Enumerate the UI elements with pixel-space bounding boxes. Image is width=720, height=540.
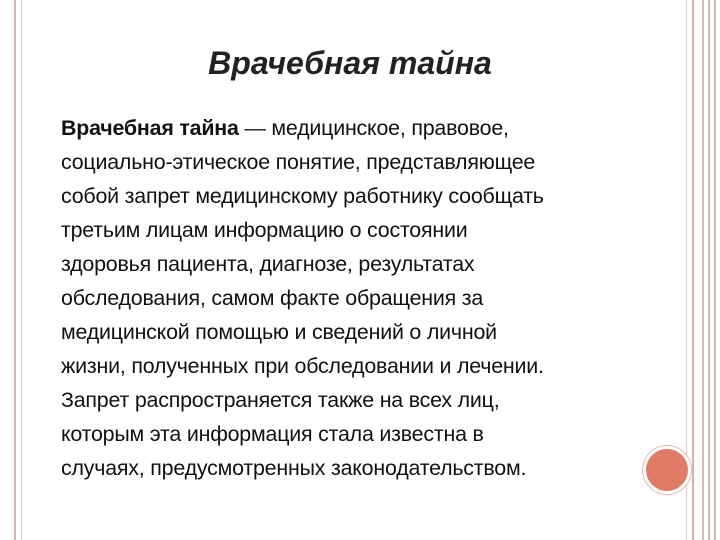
- stripe: [714, 0, 716, 540]
- body-line: медицинской помощью и сведений о личной: [61, 320, 497, 344]
- body-line: случаях, предусмотренных законодательством.: [61, 456, 527, 480]
- slide-body-text: [61, 111, 661, 485]
- body-line: Запрет распространяется также на всех лиц,: [61, 388, 500, 412]
- body-line: собой запрет медицинскому работнику сообщать: [61, 184, 544, 208]
- body-line: жизни, полученных при обследовании и лечении.: [61, 354, 544, 378]
- stripe: [708, 0, 710, 540]
- body-line-1: [61, 111, 661, 145]
- stripe: [702, 0, 704, 540]
- body-line: социально-этическое понятие, представляющее: [61, 150, 536, 174]
- decorative-circle: [643, 446, 691, 494]
- body-line: здоровья пациента, диагнозе, результатах: [61, 252, 475, 276]
- body-line: которым эта информация стала известна в: [61, 422, 484, 446]
- body-line: третьим лицам информацию о состоянии: [61, 218, 468, 242]
- body-line: обследования, самом факте обращения за: [61, 286, 484, 310]
- right-decorative-stripes: [700, 0, 720, 540]
- slide-title: Врачебная тайна: [208, 45, 492, 81]
- term-definition-start: — медицинское, правовое,: [238, 116, 509, 140]
- term-bold: Врачебная тайна: [61, 116, 239, 140]
